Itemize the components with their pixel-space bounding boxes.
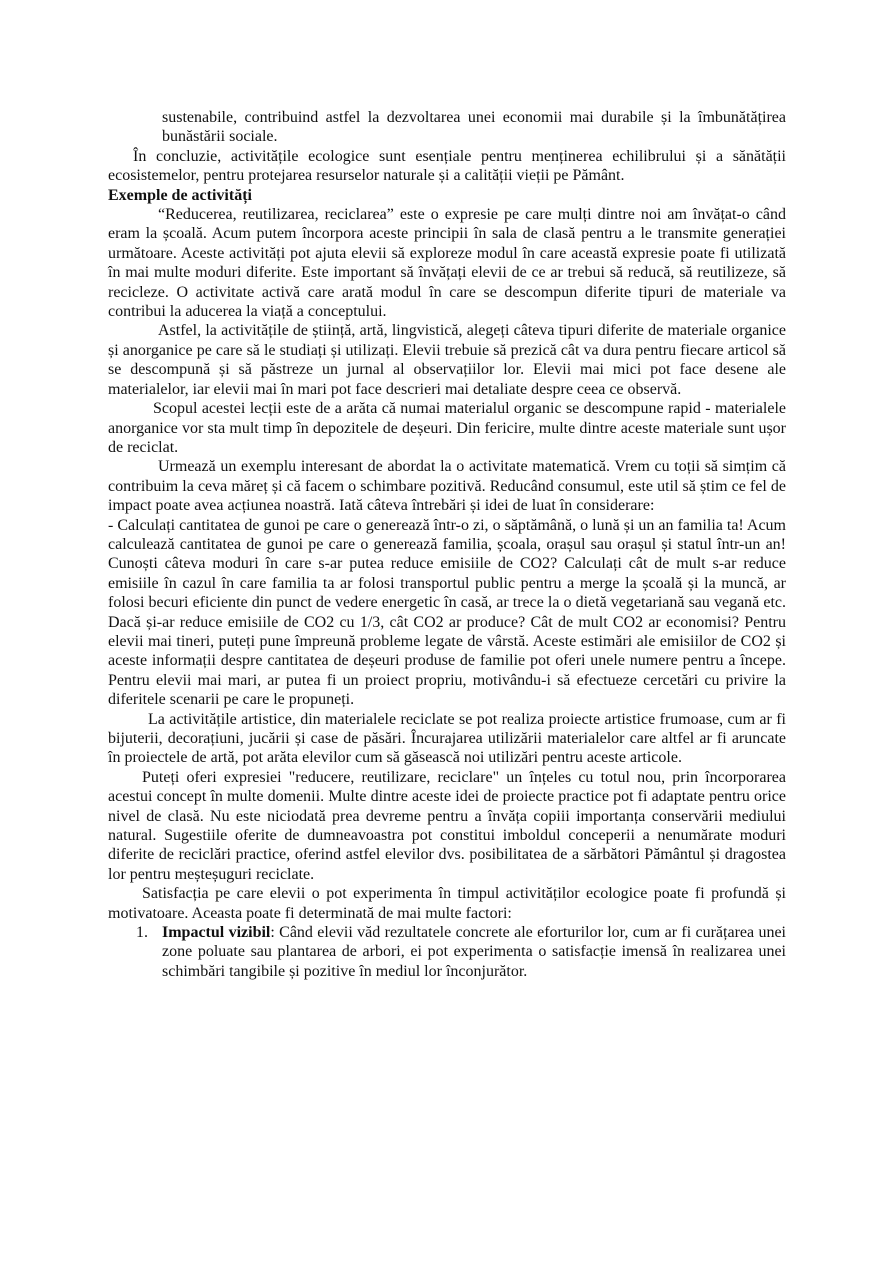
- paragraph-lesson-goal: Scopul acestei lecții este de a arăta că numai materialul organic se descompune rapid - materialele anorganice vor sta mult timp în depozitele de deșeuri. Din fericire, multe dintre aceste materiale sunt ușor de reciclat.: [108, 400, 786, 456]
- list-number: 1.: [136, 924, 148, 942]
- paragraph-art-activity: La activitățile artistice, din materialele reciclate se pot realiza proiecte artistice frumoase, cum ar fi bijuterii, decorațiuni, jucării și case de păsări. Încurajarea utilizării materialelor care altfel ar fi aruncate în proiectele de artă, pot arăta elevilor cum să găsească noi utilizări pentru aceste articole.: [108, 710, 786, 767]
- paragraph-new-meaning: Puteți oferi expresiei "reducere, reutilizare, reciclare" un înțeles cu totul nou, prin încorporarea acestui concept în multe domenii. Multe dintre aceste idei de proiecte practice pot fi adaptate pentru orice nivel de clasă. Nu este niciodată prea devreme pentru a învăța copiii importanța conservării mediului natural. Sugestiile oferite de dumneavoastra pot constitui imboldul conceperii a nenumărate moduri diferite de reciclări practice, oferind astfel elevilor dvs. posibilitatea de a sărbători Pământul și dragostea lor pentru meșteșuguri reciclate.: [108, 768, 786, 883]
- document-page: [108, 108, 786, 981]
- list-text: : Când elevii văd rezultatele concrete ale eforturilor lor, cum ar fi curățarea unei zone poluate sau plantarea de arbori, ei pot experimenta o satisfacție imensă în realizarea unei schimbări tangibile și pozitive în mediul lor înconjurător.: [162, 924, 786, 980]
- paragraph-math-activity: Urmează un exemplu interesant de abordat la o activitate matematică. Vrem cu toții să simțim că contribuim la ceva măreț și că facem o schimbare pozitivă. Reducând consumul, este util să știm ce fel de impact poate avea acțiunea noastră. Iată câteva întrebări și idei de luat în considerare:: [108, 458, 786, 515]
- paragraph-math-questions: - Calculați cantitatea de gunoi pe care o generează într-o zi, o săptămână, o lună și un an familia ta! Acum calculează cantitatea de gunoi pe care o generează familia, școala, orașul sau orașul și statul într-un an! Cunoști câteva moduri în care s-ar putea reduce emisiile de CO2? Calculați cât de mult s-ar reduce emisiile în cazul în care familia ta ar folosi transportul public pentru a merge la școală și la muncă, ar folosi becuri eficiente din punct de vedere energetic în casă, ar trece la o dietă vegetariană sau vegană etc. Dacă și-ar reduce emisiile de CO2 cu 1/3, cât CO2 ar produce? Cât de mult CO2 ar economisi? Pentru elevii mai tineri, puteți pune împreună probleme legate de vârstă. Aceste estimări ale emisiilor de CO2 și aceste informații despre cantitatea de deșeuri produse de familie pot oferi unele numere pentru a începe. Pentru elevii mai mari, ar putea fi un proiect propriu, motivându-i să efectueze cercetări cu privire la diferitele scenarii pe care le propuneți.: [108, 516, 786, 709]
- factors-list: [108, 923, 786, 981]
- list-item: [108, 923, 786, 981]
- continued-paragraph: sustenabile, contribuind astfel la dezvoltarea unei economii mai durabile și la îmbunătățirea bunăstării sociale.: [162, 109, 786, 146]
- list-term: Impactul vizibil: [162, 924, 271, 942]
- section-heading: Exemple de activități: [108, 186, 252, 204]
- conclusion-paragraph: În concluzie, activitățile ecologice sunt esențiale pentru menținerea echilibrului și a sănătății ecosistemelor, pentru protejarea resurselor naturale și a calității vieții pe Pământ.: [108, 147, 786, 185]
- paragraph-reduce-reuse-recycle: “Reducerea, reutilizarea, reciclarea” este o expresie pe care mulți dintre noi am învățat-o când eram la școală. Acum putem încorpora aceste principii în sala de clasă pentru a le transmite generației următoare. Aceste activități pot ajuta elevii să exploreze modul în care această expresie poate fi utilizată în mai multe moduri diferite. Este important să învățați elevii de ce ar trebui să reducă, să reutilizeze, să recicleze. O activitate activă care arată modul în care se descompun diferite tipuri de materiale va contribui la aducerea la viață a conceptului.: [108, 206, 786, 321]
- paragraph-satisfaction: Satisfacția pe care elevii o pot experimenta în timpul activităților ecologice poate fi profundă și motivatoare. Aceasta poate fi determinată de mai multe factori:: [108, 885, 786, 922]
- paragraph-science-activity: Astfel, la activitățile de știință, artă, lingvistică, alegeți câteva tipuri diferite de materiale organice și anorganice pe care să le studiați și utilizați. Elevii trebuie să prezică cât va dura pentru fiecare articol să se descompună și să păstreze un jurnal al observațiilor lor. Elevii mai mici pot face desene ale materialelor, iar elevii mai în mari pot face descrieri mai detaliate despre ceea ce observă.: [108, 322, 786, 398]
